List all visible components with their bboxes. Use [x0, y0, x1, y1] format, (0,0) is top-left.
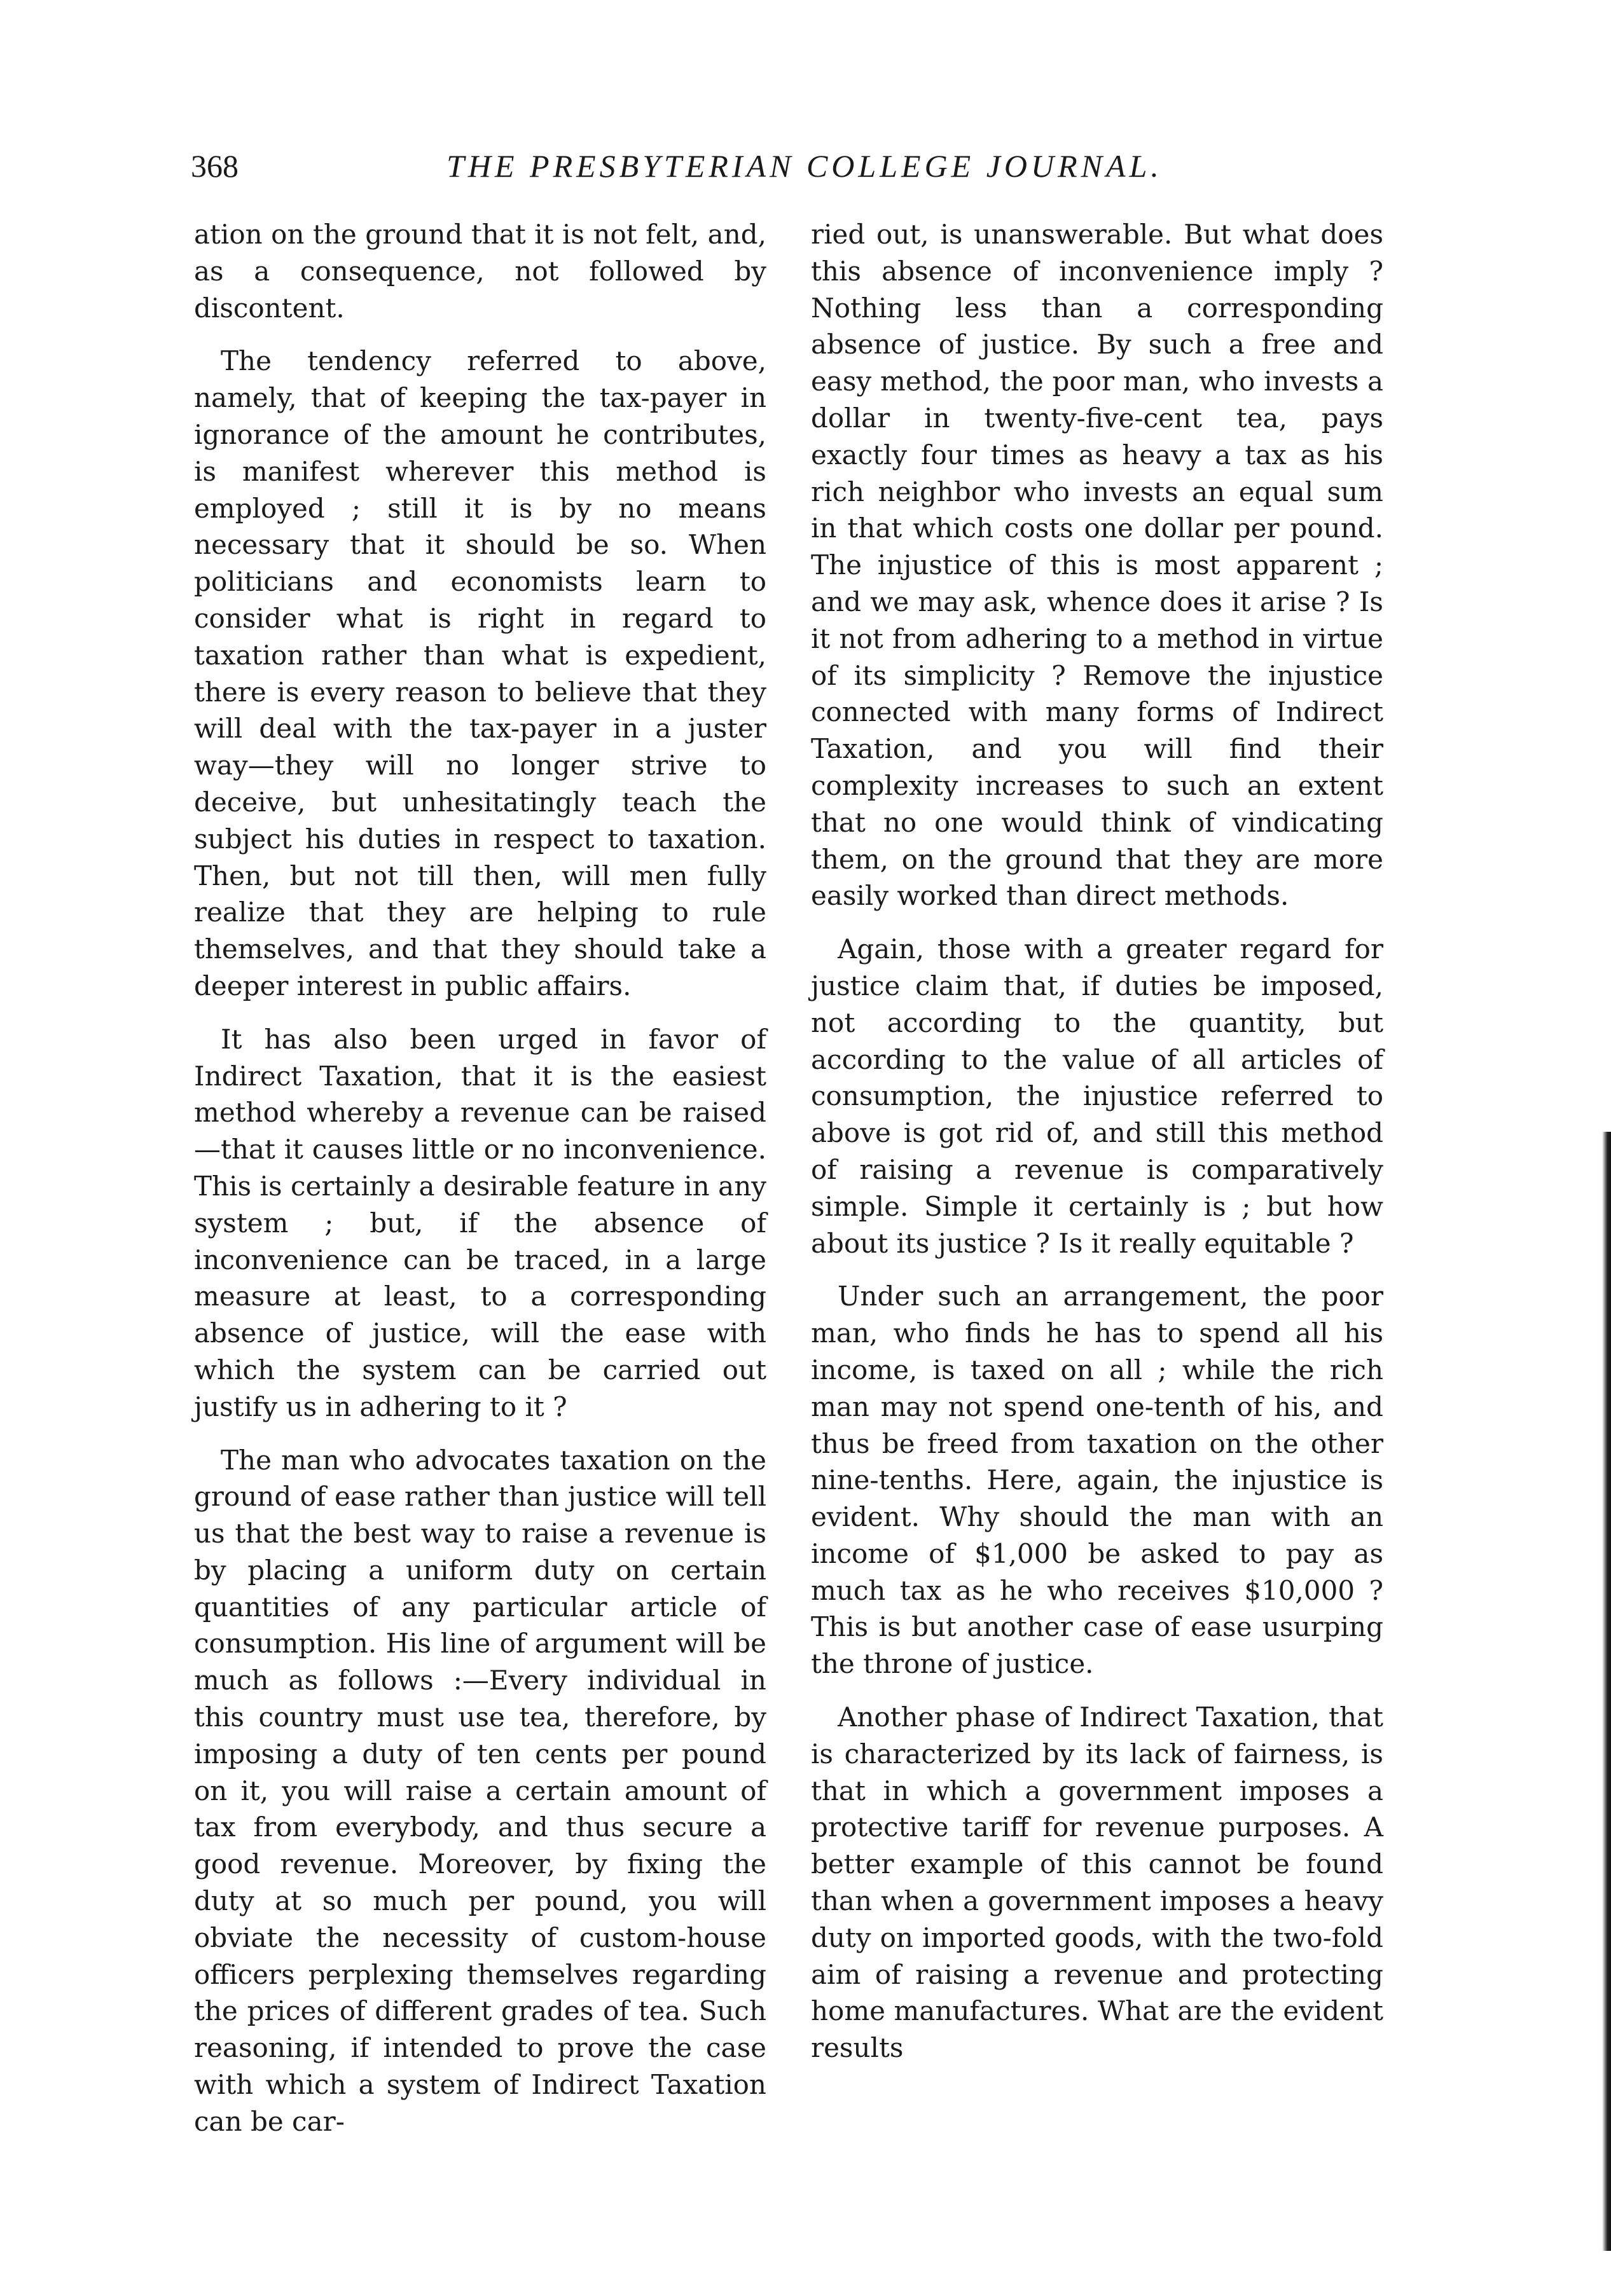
- scan-edge-shadow: [1602, 1132, 1611, 2251]
- running-head: THE PRESBYTERIAN COLLEGE JOURNAL.: [446, 148, 1163, 184]
- right-column: [811, 216, 1383, 2083]
- paragraph: ation on the ground that it is not felt, and, as a consequence, not followed by discontent.: [194, 219, 766, 324]
- paragraph: Again, those with a greater regard for justice claim that, if duties be imposed, not according to the quantity, but according to the value of all articles of consumption, the injustice referred to above is got rid of, and still this method of raising a revenue is comparatively simple. Simple it certainly is ; but how about its justice ? Is it really equitable ?: [811, 933, 1383, 1259]
- left-column: [194, 216, 766, 2157]
- paragraph: Another phase of Indirect Taxation, that is characterized by its lack of fairness, is that in which a government imposes a protective tariff for revenue purposes. A better example of this cannot be found than when a government imposes a heavy duty on imported goods, with the two-fold aim of raising a revenue and protecting home manufactures. What are the evident results: [811, 1701, 1383, 2064]
- page-number: 368: [191, 148, 239, 184]
- paragraph: It has also been urged in favor of Indirect Taxation, that it is the easiest method whereby a revenue can be raised —that it causes little or no inconvenience. This is certainly a desirable feature in any system ; but, if the absence of inconvenience can be traced, in a large measure at least, to a corresponding absence of justice, will the ease with which the system can be carried out justify us in adhering to it ?: [194, 1023, 766, 1422]
- paragraph: ried out, is unanswerable. But what does this absence of inconvenience imply ? Nothing less than a corresponding absence of justice. By such a free and easy method, the poor man, who invests a dollar in twenty-five-cent tea, pays exactly four times as heavy a tax as his rich neighbor who invests an equal sum in that which costs one dollar per pound. The injustice of this is most apparent ; and we may ask, whence does it arise ? Is it not from adhering to a method in virtue of its simplicity ? Remove the injustice connected with many forms of Indirect Taxation, and you will find their complexity increases to such an extent that no one would think of vindicating them, on the ground that they are more easily worked than direct methods.: [811, 219, 1383, 912]
- paragraph: The tendency referred to above, namely, that of keeping the tax-payer in ignorance of the amount he contributes, is manifest wherever this method is employed ; still it is by no means necessary that it should be so. When politicians and economists learn to consider what is right in regard to taxation rather than what is expedient, there is every reason to believe that they will deal with the tax-payer in a juster way—they will no longer strive to deceive, but unhesitatingly teach the subject his duties in respect to taxation. Then, but not till then, will men fully realize that they are helping to rule themselves, and that they should take a deeper interest in public affairs.: [194, 345, 766, 1001]
- paragraph: The man who advocates taxation on the ground of ease rather than justice will tell us that the best way to raise a revenue is by placing a uniform duty on certain quantities of any particular article of consumption. His line of argument will be much as follows :—Every individual in this country must use tea, therefore, by imposing a duty of ten cents per pound on it, you will raise a certain amount of tax from everybody, and thus secure a good revenue. Moreover, by fixing the duty at so much per pound, you will obviate the necessity of custom-house officers perplexing themselves regarding the prices of different grades of tea. Such reasoning, if intended to prove the case with which a system of Indirect Taxation can be car-: [194, 1444, 766, 2137]
- paragraph: Under such an arrangement, the poor man, who finds he has to spend all his income, is taxed on all ; while the rich man may not spend one-tenth of his, and thus be freed from taxation on the other nine-tenths. Here, again, the injustice is evident. Why should the man with an income of $1,000 be asked to pay as much tax as he who receives $10,000 ? This is but another case of ease usurping the throne of justice.: [811, 1281, 1383, 1680]
